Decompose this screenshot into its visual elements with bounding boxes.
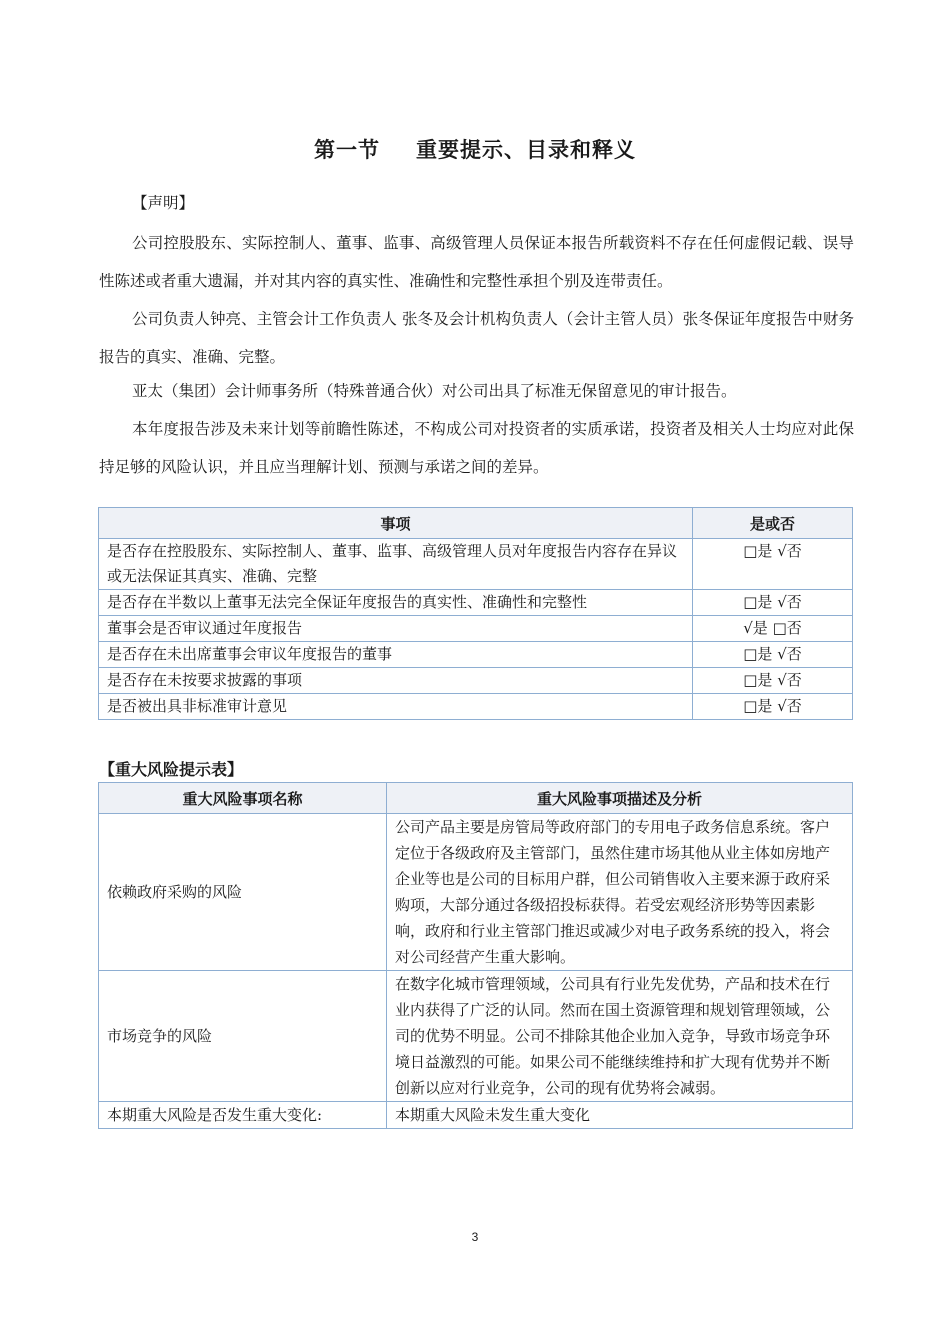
table-row <box>99 694 853 720</box>
page-number: 3 <box>471 1230 479 1244</box>
risk-change-label: 本期重大风险是否发生重大变化: <box>99 1102 387 1129</box>
risk-table-heading: 【重大风险提示表】 <box>99 760 244 779</box>
statement-item: 董事会是否审议通过年度报告 <box>99 616 693 642</box>
table-row <box>99 1102 853 1129</box>
declaration-label: 【声明】 <box>132 194 195 212</box>
section-title: 重要提示、目录和释义 <box>416 138 636 162</box>
risk-description: 在数字化城市管理领域，公司具有行业先发优势，产品和技术在行业内获得了广泛的认同。然而在国土资源管理和规划管理领域，公司的优势不明显。公司不排除其他企业加入竞争，导致市场竞争环境日益激烈的可能。如果公司不能继续维持和扩大现有优势并不断创新以应对行业竞争，公司的现有优势将会减弱。 <box>387 971 853 1102</box>
statement-answer: □是 √否 <box>693 668 853 694</box>
statement-item: 是否存在半数以上董事无法完全保证年度报告的真实性、准确性和完整性 <box>99 590 693 616</box>
risk-header-name: 重大风险事项名称 <box>99 783 387 814</box>
page-title <box>0 134 950 164</box>
table-row <box>99 590 853 616</box>
table-row <box>99 971 853 1102</box>
table-row <box>99 668 853 694</box>
declaration-paragraph-3: 亚太（集团）会计师事务所（特殊普通合伙）对公司出具了标准无保留意见的审计报告。 <box>132 382 737 400</box>
table-row <box>99 539 853 590</box>
risk-description: 公司产品主要是房管局等政府部门的专用电子政务信息系统。客户定位于各级政府及主管部门，虽然住建市场其他从业主体如房地产企业等也是公司的目标用户群，但公司销售收入主要来源于政府采购项，大部分通过各级招投标获得。若受宏观经济形势等因素影响，政府和行业主管部门推迟或减少对电子政务系统的投入，将会对公司经营产生重大影响。 <box>387 814 853 971</box>
statement-item: 是否存在未出席董事会审议年度报告的董事 <box>99 642 693 668</box>
statement-item: 是否被出具非标准审计意见 <box>99 694 693 720</box>
table-row <box>99 616 853 642</box>
risk-table <box>98 782 853 1129</box>
statement-header-answer: 是或否 <box>693 508 853 539</box>
declaration-paragraph-2: 公司负责人钟亮、主管会计工作负责人 张冬及会计机构负责人（会计主管人员）张冬保证年度报告中财务报告的真实、准确、完整。 <box>99 310 854 366</box>
table-row <box>99 642 853 668</box>
statement-item: 是否存在未按要求披露的事项 <box>99 668 693 694</box>
declaration-paragraph-4: 本年度报告涉及未来计划等前瞻性陈述，不构成公司对投资者的实质承诺，投资者及相关人士均应对此保持足够的风险认识，并且应当理解计划、预测与承诺之间的差异。 <box>99 420 854 476</box>
statement-answer: □是 √否 <box>693 642 853 668</box>
statement-header-item: 事项 <box>99 508 693 539</box>
statement-answer: □是 √否 <box>693 590 853 616</box>
section-label: 第一节 <box>314 138 380 162</box>
risk-header-desc: 重大风险事项描述及分析 <box>387 783 853 814</box>
statement-answer: □是 √否 <box>693 694 853 720</box>
risk-name: 依赖政府采购的风险 <box>99 814 387 971</box>
statement-answer: □是 √否 <box>693 539 853 590</box>
statement-item: 是否存在控股股东、实际控制人、董事、监事、高级管理人员对年度报告内容存在异议或无法保证其真实、准确、完整 <box>99 539 693 590</box>
statement-answer: √是 □否 <box>693 616 853 642</box>
risk-name: 市场竞争的风险 <box>99 971 387 1102</box>
statement-table <box>98 507 853 720</box>
table-row <box>99 814 853 971</box>
declaration-paragraph-1: 公司控股股东、实际控制人、董事、监事、高级管理人员保证本报告所载资料不存在任何虚假记载、误导性陈述或者重大遗漏，并对其内容的真实性、准确性和完整性承担个别及连带责任。 <box>99 234 854 290</box>
risk-change-value: 本期重大风险未发生重大变化 <box>387 1102 853 1129</box>
